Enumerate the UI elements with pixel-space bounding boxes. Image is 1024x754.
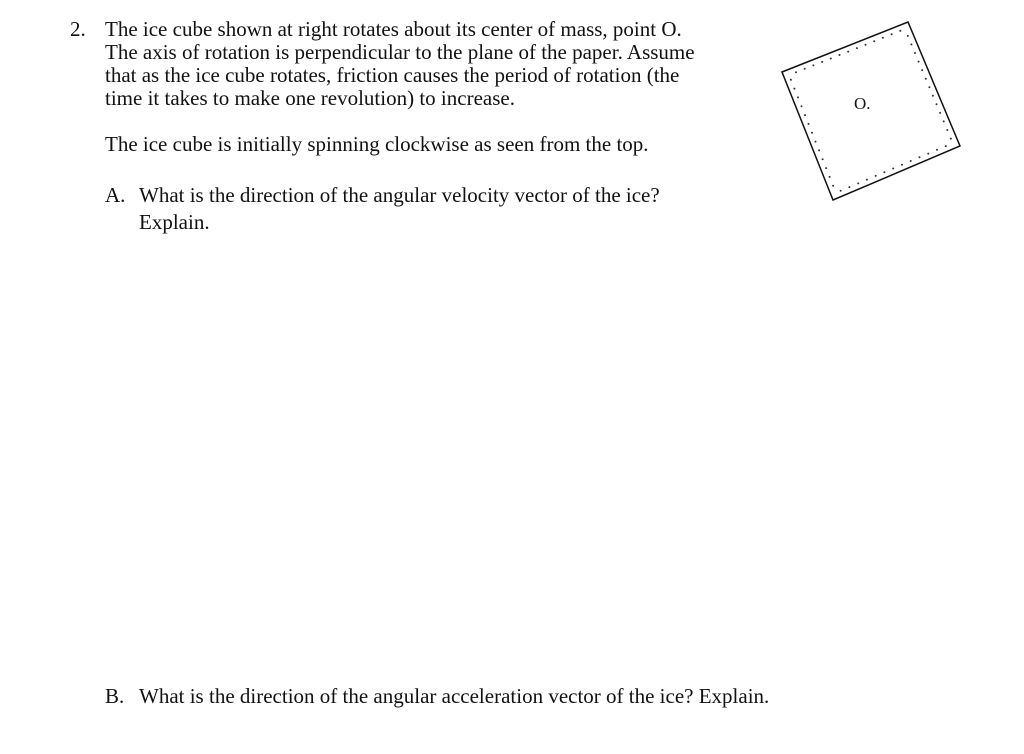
ice-cube-figure (770, 10, 970, 210)
stipple-dot (875, 175, 877, 177)
stipple-dot (797, 96, 799, 98)
stipple-dot (825, 167, 827, 169)
stipple-dot (815, 141, 817, 143)
stipple-dot (936, 149, 938, 151)
stipple-dot (927, 153, 929, 155)
ice-cube-outline (782, 22, 960, 200)
stipple-dot (932, 95, 934, 97)
stipple-dot (818, 149, 820, 151)
stipple-dot (901, 164, 903, 166)
stipple-dot (811, 132, 813, 134)
stipple-dot (907, 35, 909, 37)
stipple-dot (865, 44, 867, 46)
stipple-dot (918, 61, 920, 63)
stipple-dot (891, 33, 893, 35)
stipple-dot (899, 30, 901, 32)
stipple-dot (857, 182, 859, 184)
stipple-dot (919, 156, 921, 158)
problem-number: 2. (70, 17, 86, 41)
stipple-dot (812, 64, 814, 66)
stipple-dot (790, 79, 792, 81)
stipple-dot (847, 51, 849, 53)
stipple-dot (925, 78, 927, 80)
stipple-dot (795, 71, 797, 73)
stipple-dot (821, 61, 823, 63)
stipple-dot (945, 145, 947, 147)
stipple-dot (866, 179, 868, 181)
stipple-dot (793, 88, 795, 90)
stipple-dot (801, 105, 803, 107)
stipple-dot (928, 86, 930, 88)
intro-line-1: The ice cube shown at right rotates about its center of mass, point O. (105, 17, 682, 41)
part-a-question-line-2: Explain. (139, 210, 210, 234)
stipple-dot (892, 168, 894, 170)
stipple-dot (882, 37, 884, 39)
stipple-dot (808, 123, 810, 125)
stipple-dot (856, 47, 858, 49)
stipple-dot (950, 138, 952, 140)
part-a-label: A. (105, 183, 126, 207)
stipple-dot (914, 52, 916, 54)
stipple-dot (873, 40, 875, 42)
stipple-dot (943, 120, 945, 122)
stipple-dot (848, 186, 850, 188)
stipple-dot (804, 114, 806, 116)
stipple-dot (936, 103, 938, 105)
part-b-question: What is the direction of the angular acceleration vector of the ice? Explain. (139, 684, 770, 708)
ice-cube-stipple (790, 30, 952, 192)
intro-line-4: time it takes to make one revolution) to increase. (105, 86, 515, 110)
part-a-question-line-1: What is the direction of the angular velocity vector of the ice? (139, 183, 660, 207)
intro-line-2: The axis of rotation is perpendicular to the plane of the paper. Assume (105, 40, 695, 64)
center-point-label: O. (854, 94, 871, 113)
intro-line-3: that as the ice cube rotates, friction causes the period of rotation (the (105, 63, 680, 87)
stipple-dot (910, 43, 912, 45)
stipple-dot (830, 58, 832, 60)
stipple-dot (910, 160, 912, 162)
stipple-dot (883, 171, 885, 173)
stipple-dot (822, 158, 824, 160)
stipple-dot (804, 68, 806, 70)
stipple-dot (839, 54, 841, 56)
stipple-dot (939, 112, 941, 114)
stipple-dot (840, 190, 842, 192)
stipple-dot (921, 69, 923, 71)
stipple-dot (946, 129, 948, 131)
stipple-dot (829, 176, 831, 178)
initial-condition: The ice cube is initially spinning clockwise as seen from the top. (105, 132, 649, 156)
stipple-dot (832, 185, 834, 187)
part-b-label: B. (105, 684, 125, 708)
